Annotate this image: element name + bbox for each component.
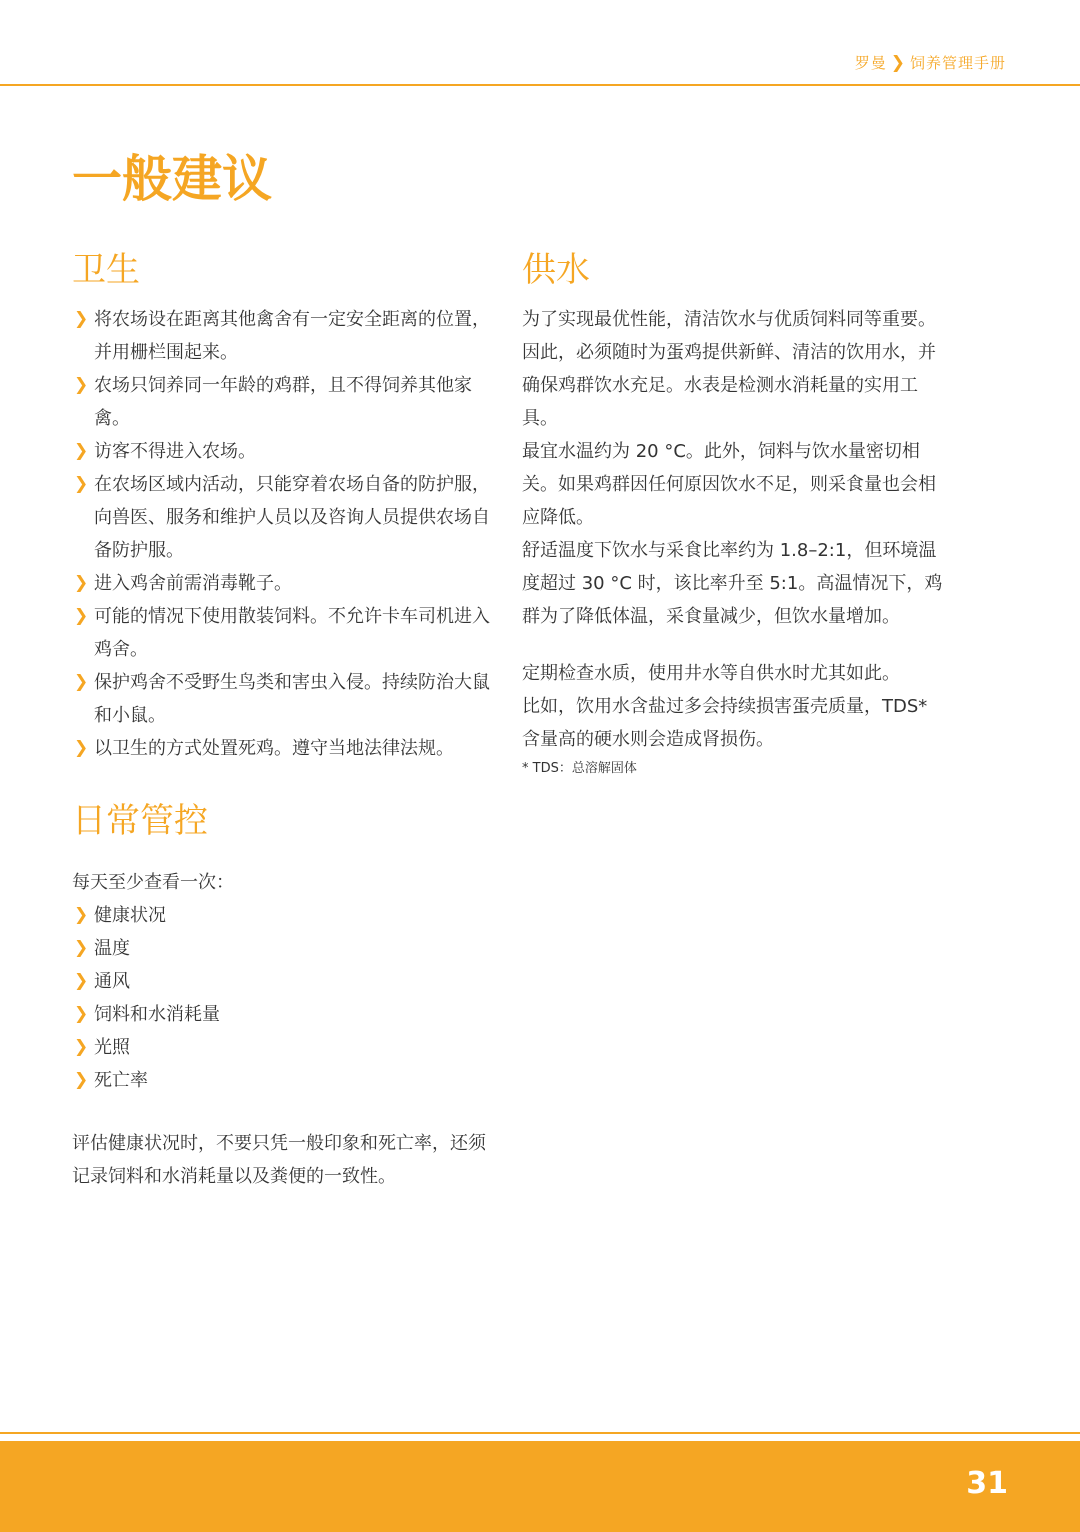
chevron-right-icon: ❯: [74, 308, 89, 329]
chevron-right-icon: ❯: [74, 572, 89, 593]
chevron-right-icon: ❯: [74, 904, 89, 925]
daily-control-heading: 日常管控: [72, 800, 208, 841]
water-supply-paragraph: 为了实现最优性能，清洁饮水与优质饲料同等重要。因此，必须随时为蛋鸡提供新鲜、清洁的饮用水，并确保鸡群饮水充足。水表是检测水消耗量的实用工具。: [522, 308, 936, 429]
water-quality-paragraph: 比如，饮用水含盐过多会持续损害蛋壳质量，TDS* 含量高的硬水则会造成肾损伤。: [522, 695, 928, 750]
hygiene-section: [72, 250, 492, 765]
page-number: 31: [966, 1466, 1008, 1501]
tds-footnote: * TDS：总溶解固体: [522, 760, 637, 776]
water-supply-paragraph: 舒适温度下饮水与采食比率约为 1.8–2:1，但环境温度超过 30 °C 时，该比率升至 5:1。高温情况下，鸡群为了降低体温，采食量减少，但饮水量增加。: [522, 539, 943, 627]
chevron-right-icon: ❯: [890, 52, 906, 73]
list-item: [72, 899, 492, 932]
daily-control-summary: 评估健康状况时，不要只凭一般印象和死亡率，还须记录饲料和水消耗量以及粪便的一致性。: [72, 1132, 486, 1187]
list-item-text: 访客不得进入农场。: [94, 440, 256, 462]
list-item: [72, 666, 492, 732]
list-item-text: 保护鸡舍不受野生鸟类和害虫入侵。持续防治大鼠和小鼠。: [94, 671, 490, 726]
list-item-text: 将农场设在距离其他禽舍有一定安全距离的位置，并用栅栏围起来。: [94, 308, 490, 363]
chevron-right-icon: ❯: [74, 1036, 89, 1057]
chevron-right-icon: ❯: [74, 473, 89, 494]
list-item: [72, 468, 492, 567]
list-item: [72, 932, 492, 965]
daily-control-intro: 每天至少查看一次：: [72, 871, 234, 893]
list-item-text: 通风: [94, 970, 130, 992]
list-item: [72, 369, 492, 435]
header-title: 饲养管理手册: [909, 54, 1006, 72]
list-item-text: 农场只饲养同一年龄的鸡群，且不得饲养其他家禽。: [94, 374, 472, 429]
chevron-right-icon: ❯: [74, 1069, 89, 1090]
daily-control-section: [72, 801, 492, 1193]
right-column: [522, 250, 947, 780]
chevron-right-icon: ❯: [74, 605, 89, 626]
list-item-text: 光照: [94, 1036, 130, 1058]
water-quality-paragraph: 定期检查水质，使用井水等自供水时尤其如此。: [522, 662, 900, 684]
chevron-right-icon: ❯: [74, 737, 89, 758]
water-supply-paragraph: 最宜水温约为 20 °C。此外，饲料与饮水量密切相关。如果鸡群因任何原因饮水不足，则采食量也会相应降低。: [522, 440, 936, 528]
chevron-right-icon: ❯: [74, 440, 89, 461]
list-item: [72, 965, 492, 998]
running-header: [855, 52, 1006, 73]
list-item-text: 以卫生的方式处置死鸡。遵守当地法律法规。: [94, 737, 454, 759]
page-title: 一般建议: [72, 150, 272, 208]
list-item: [72, 600, 492, 666]
list-item: [72, 567, 492, 600]
header-brand: 罗曼: [854, 54, 887, 72]
chevron-right-icon: ❯: [74, 374, 89, 395]
list-item-text: 饲料和水消耗量: [94, 1003, 220, 1025]
water-supply-section: [522, 250, 947, 780]
list-item: [72, 1031, 492, 1064]
chevron-right-icon: ❯: [74, 1003, 89, 1024]
hygiene-list: [72, 303, 492, 765]
list-item: [72, 303, 492, 369]
header-divider: [0, 84, 1080, 86]
footer-bar: [0, 1441, 1080, 1532]
chevron-right-icon: ❯: [74, 970, 89, 991]
footer-divider: [0, 1432, 1080, 1434]
left-column: [72, 250, 492, 1193]
chevron-right-icon: ❯: [74, 671, 89, 692]
list-item-text: 在农场区域内活动，只能穿着农场自备的防护服，向兽医、服务和维护人员以及咨询人员提供农场自备防护服。: [94, 473, 490, 561]
list-item-text: 进入鸡舍前需消毒靴子。: [94, 572, 292, 594]
list-item-text: 健康状况: [94, 904, 166, 926]
water-supply-heading: 供水: [522, 250, 590, 290]
hygiene-heading: 卫生: [72, 250, 140, 290]
list-item-text: 温度: [94, 937, 130, 959]
chevron-right-icon: ❯: [74, 937, 89, 958]
list-item: [72, 435, 492, 468]
daily-control-list: [72, 899, 492, 1097]
list-item: [72, 1064, 492, 1097]
list-item: [72, 732, 492, 765]
list-item-text: 可能的情况下使用散装饲料。不允许卡车司机进入鸡舍。: [94, 605, 490, 660]
list-item-text: 死亡率: [94, 1069, 148, 1091]
list-item: [72, 998, 492, 1031]
paragraph-spacer: [522, 633, 947, 657]
